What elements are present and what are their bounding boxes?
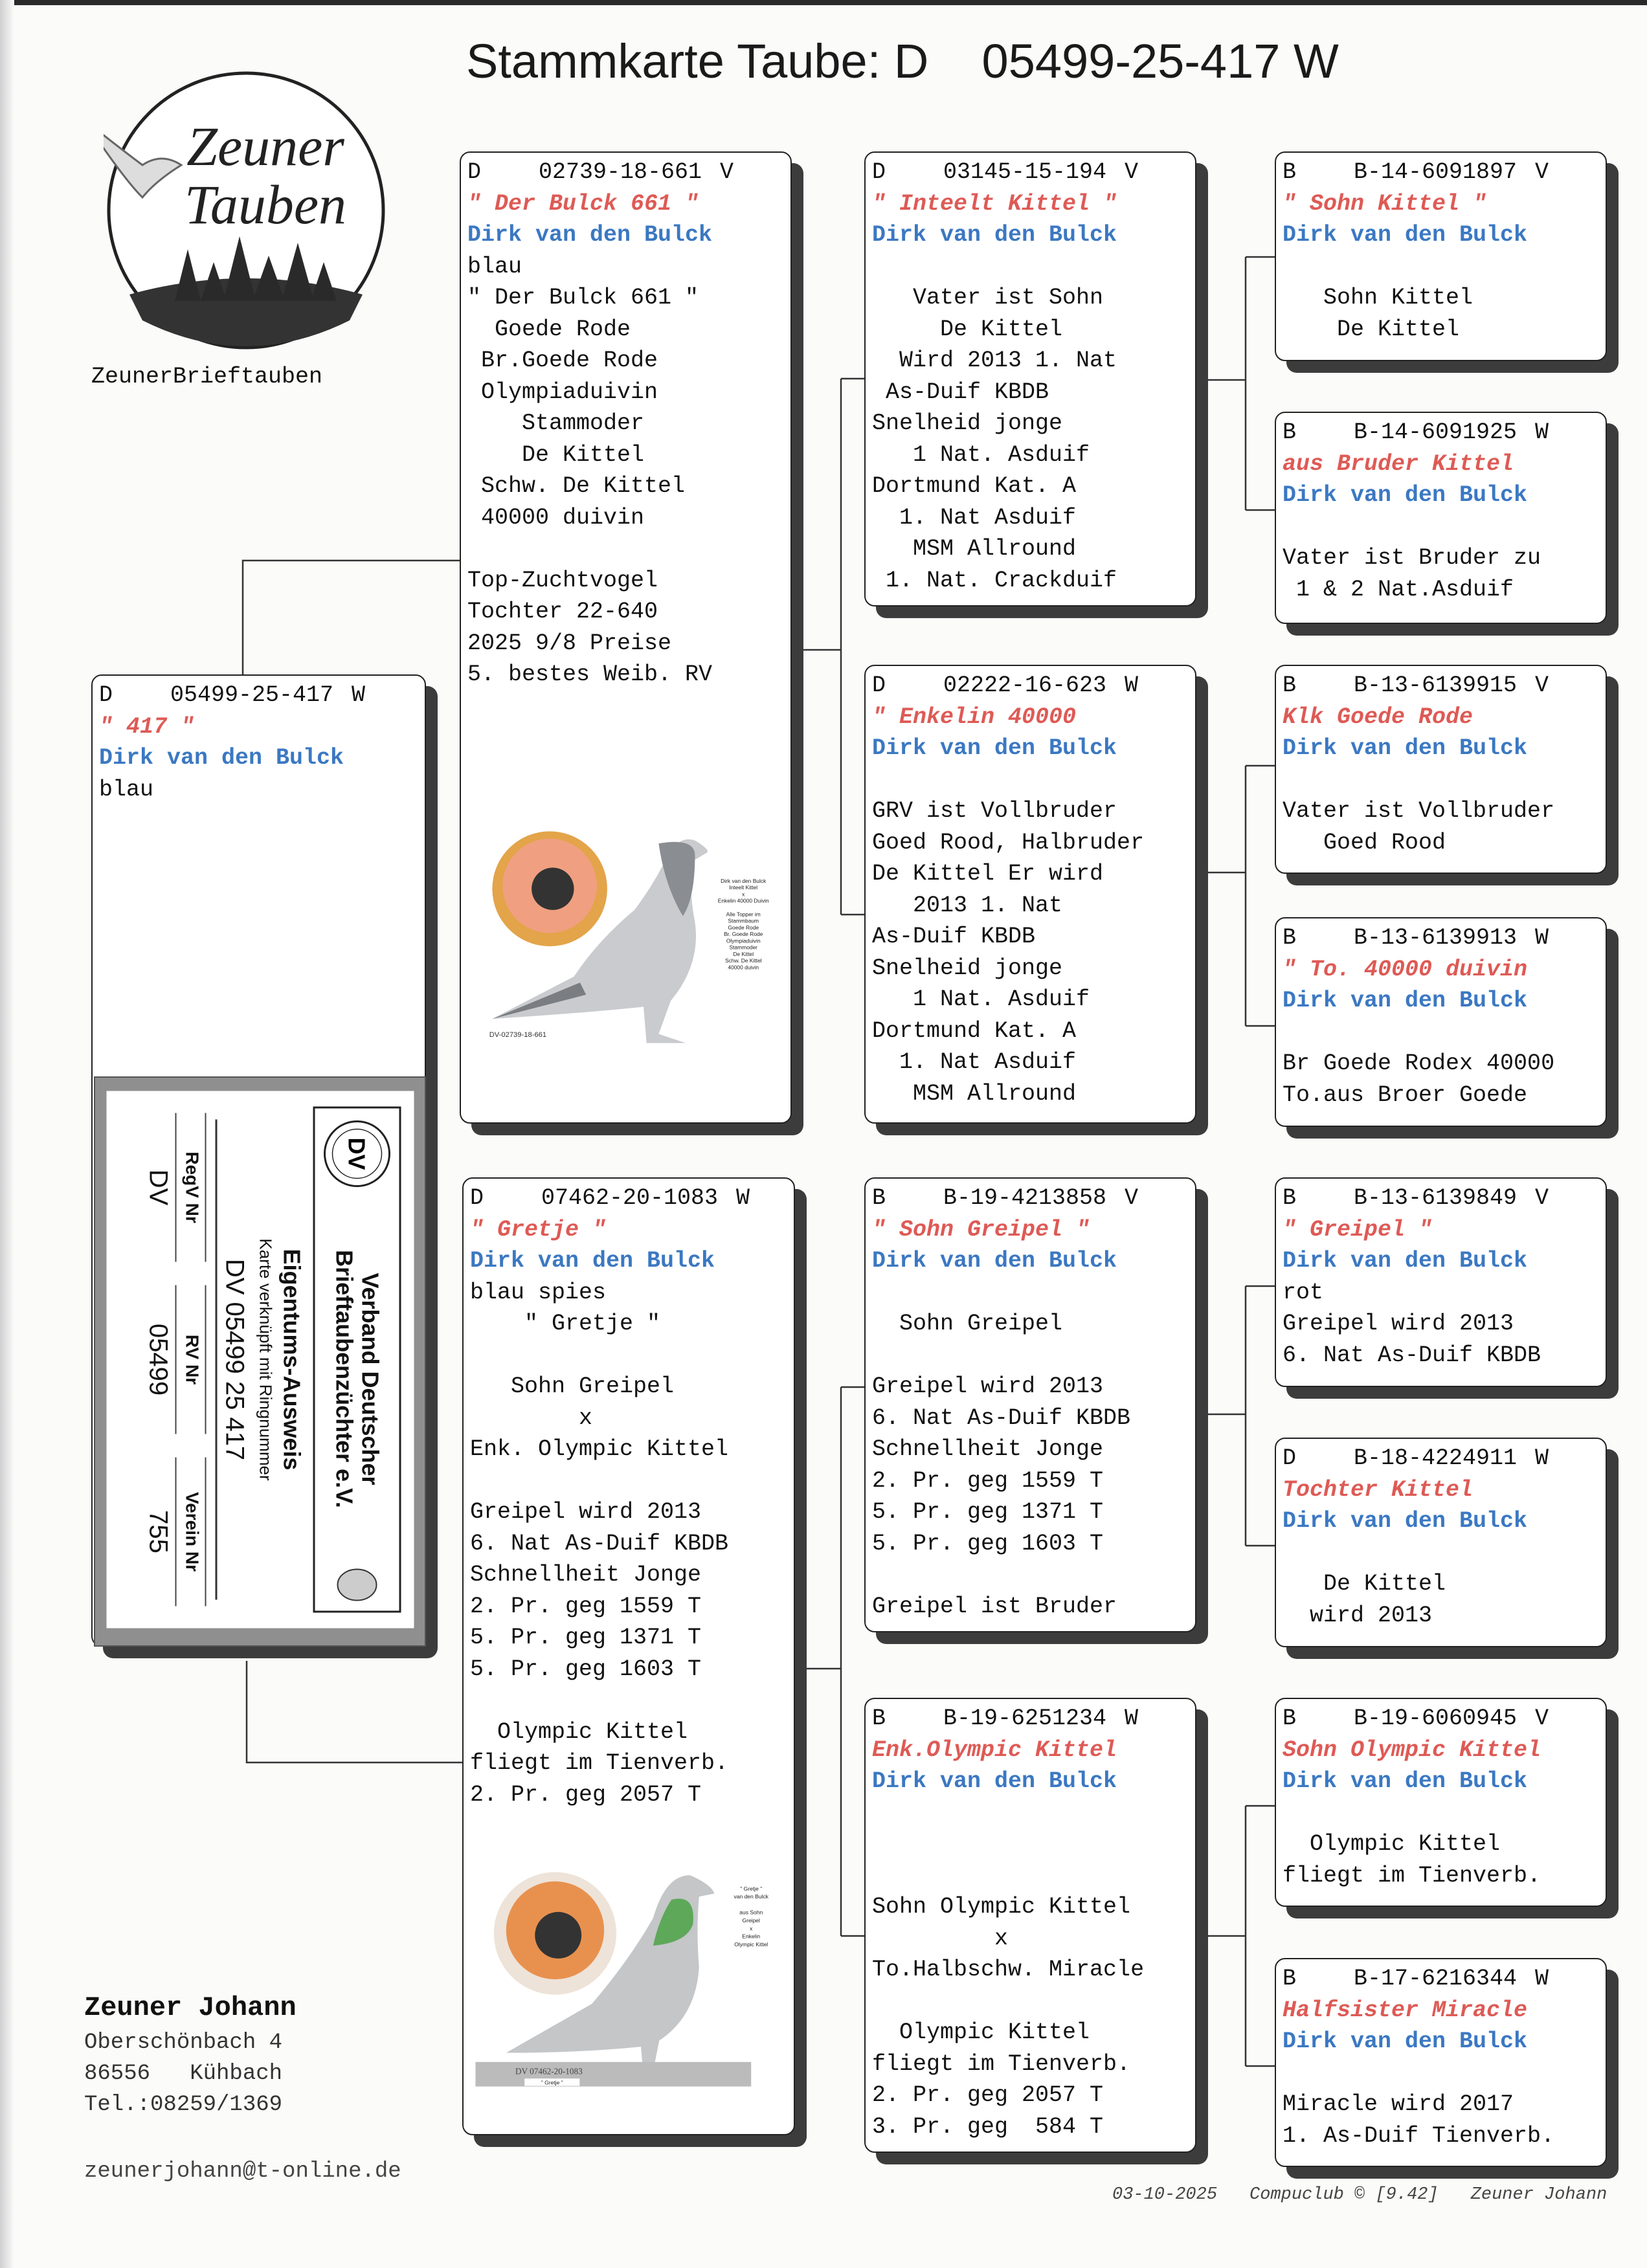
ownership-id-card — [107, 1091, 414, 1629]
id-org-line2: Brieftaubenzüchter e.V. — [331, 1250, 358, 1508]
great-grandparent-card — [1275, 1698, 1607, 1907]
info-line: To.Halbschw. Miracle — [872, 1957, 1145, 1983]
info-line: 2. Pr. geg 2057 T — [872, 2082, 1104, 2108]
ring-number: B-14-6091925 — [1354, 419, 1518, 445]
info-line: 1 & 2 Nat.Asduif — [1283, 576, 1514, 603]
photo-caption-line: Olympiaduivin — [726, 937, 761, 944]
card-header — [1283, 1703, 1599, 1735]
svg-text:DV: DV — [343, 1137, 370, 1170]
info-line: blau spies — [470, 1279, 607, 1306]
info-line — [872, 764, 1189, 796]
breeder-name: Dirk van den Bulck — [99, 745, 344, 771]
photo-caption-line: Greipel — [742, 1917, 760, 1924]
info-line — [872, 1797, 1189, 1829]
sex: V — [1535, 159, 1549, 185]
info-line: Br.Goede Rode — [467, 348, 658, 373]
breeder-name: Dirk van den Bulck — [1283, 735, 1528, 761]
sex: V — [1125, 159, 1139, 185]
sex: V — [1535, 673, 1549, 698]
info-line — [1283, 1017, 1599, 1049]
info-line: As-Duif KBDB — [872, 379, 1049, 405]
country-code: D — [470, 1185, 484, 1211]
card-header — [470, 1183, 787, 1214]
info-line: Top-Zuchtvogel — [467, 567, 658, 594]
id-card-subtitle: Karte verknüpft mit Ringnummer — [256, 1238, 276, 1481]
info-line: MSM Allround — [872, 1080, 1077, 1107]
country-code: D — [872, 673, 886, 698]
card-header — [872, 1703, 1189, 1735]
svg-text:Zeuner: Zeuner — [186, 115, 344, 177]
country-code: D — [467, 159, 482, 185]
info-line: Greipel wird 2013 — [872, 1373, 1104, 1399]
pigeon-name: " To. 40000 duivin — [1283, 956, 1528, 983]
photo-caption-line: Enkelin 40000 Duivin — [717, 897, 769, 904]
id-card-title: Eigentums-Ausweis — [278, 1249, 306, 1471]
pigeon-name: Sohn Olympic Kittel — [1283, 1737, 1541, 1763]
info-line: Dortmund Kat. A — [872, 1017, 1077, 1044]
info-line: 5. bestes Weib. RV — [467, 662, 713, 687]
info-line — [1283, 1537, 1599, 1569]
info-line: Dortmund Kat. A — [872, 473, 1077, 499]
photo-caption-line: De Kittel — [733, 950, 754, 957]
mother-photo — [469, 1856, 788, 2102]
breeder-name: Dirk van den Bulck — [1283, 1768, 1528, 1794]
photo-caption-line: x — [750, 1925, 753, 1932]
info-line: fliegt im Tienverb. — [872, 2051, 1131, 2077]
great-grandparent-card — [1275, 1438, 1607, 1647]
info-line: wird 2013 — [1283, 1602, 1433, 1629]
info-line: 1 Nat. Asduif — [872, 986, 1090, 1012]
info-line: Snelheid jonge — [872, 955, 1063, 981]
photo-caption-line: Inteelt Kittel — [729, 884, 758, 891]
grandparent-card — [864, 1698, 1196, 2153]
grandparent-card — [864, 1177, 1196, 1632]
great-grandparent-card — [1275, 412, 1607, 624]
info-line: 1. As-Duif Tienverb. — [1283, 2122, 1555, 2149]
footer-software: Compuclub © [9.42] — [1249, 2185, 1439, 2205]
owner-email: zeunerjohann@t-online.de — [84, 2159, 401, 2184]
ring-number: B-19-4213858 — [943, 1185, 1107, 1211]
info-line: Goed Rood, Halbruder — [872, 829, 1145, 856]
breeder-name: Dirk van den Bulck — [467, 222, 713, 248]
svg-text:DV-02739-18-661: DV-02739-18-661 — [489, 1031, 547, 1040]
info-line: x — [872, 1925, 1009, 1951]
grandparent-card — [864, 665, 1196, 1124]
info-line: Br Goede Rodex 40000 — [1283, 1051, 1555, 1076]
info-line — [872, 1986, 1189, 2018]
breeder-name: Dirk van den Bulck — [872, 1248, 1117, 1274]
pigeon-name: " Inteelt Kittel " — [872, 190, 1117, 217]
ring-number: B-14-6091897 — [1354, 159, 1518, 185]
info-line: 3. Pr. geg 584 T — [872, 2113, 1104, 2140]
info-line: GRV ist Vollbruder — [872, 798, 1117, 824]
photo-caption-line: Stammoder — [729, 944, 757, 951]
info-line: Greipel wird 2013 — [1283, 1311, 1514, 1337]
dv-seal-icon — [322, 1115, 393, 1193]
card-header — [99, 680, 418, 711]
country-code: B — [1283, 673, 1297, 698]
info-line: 5. Pr. geg 1371 T — [872, 1499, 1104, 1525]
sex: W — [1535, 419, 1549, 445]
sex: W — [1535, 925, 1549, 951]
card-header — [1283, 1183, 1599, 1214]
photo-caption-line: Br. Goede Rode — [724, 931, 763, 938]
ring-number: B-17-6216344 — [1354, 1966, 1518, 1992]
info-line — [1283, 511, 1599, 543]
breeder-name: Dirk van den Bulck — [1283, 482, 1528, 508]
photo-caption-line: Stammbaum — [728, 917, 759, 924]
sex: W — [1535, 1445, 1549, 1471]
id-field-regv: RegV Nr DV — [144, 1113, 207, 1262]
id-field-verein: Verein Nr 755 — [144, 1458, 207, 1606]
info-line: 2025 9/8 Preise — [467, 630, 672, 656]
country-code: B — [1283, 159, 1297, 185]
card-header — [1283, 670, 1599, 702]
info-line: Wird 2013 1. Nat — [872, 348, 1117, 373]
info-line: Olympic Kittel — [470, 1718, 688, 1745]
id-field-rv: RV Nr 05499 — [144, 1285, 207, 1434]
sex: W — [1125, 1706, 1139, 1731]
info-line: 1. Nat Asduif — [872, 1049, 1077, 1075]
breeder-name: Dirk van den Bulck — [1283, 222, 1528, 248]
owner-name: Zeuner Johann — [84, 1992, 297, 2023]
info-line: Miracle wird 2017 — [1283, 2091, 1514, 2117]
info-line — [470, 1340, 787, 1372]
info-line: 5. Pr. geg 1371 T — [470, 1625, 702, 1651]
pigeon-name: " Der Bulck 661 " — [467, 190, 699, 217]
info-line: Enk. Olympic Kittel — [470, 1436, 729, 1462]
info-line: Tochter 22-640 — [467, 599, 658, 625]
info-line: 2. Pr. geg 1559 T — [872, 1467, 1104, 1494]
info-line: 6. Nat As-Duif KBDB — [470, 1530, 729, 1557]
id-card-ring-number: DV 05499 25 417 — [216, 1120, 249, 1600]
info-line: " Gretje " — [470, 1311, 661, 1337]
owner-city: 86556 Kühbach — [84, 2062, 283, 2086]
svg-text:DV 07462-20-1083: DV 07462-20-1083 — [515, 2066, 583, 2076]
owner-address — [84, 1992, 297, 2120]
grandparent-card — [864, 151, 1196, 606]
photo-caption-line: Schw. De Kittel — [724, 957, 762, 964]
info-line: 2. Pr. geg 1559 T — [470, 1593, 702, 1619]
logo-caption: ZeunerBrieftauben — [91, 364, 323, 390]
footer-date: 03-10-2025 — [1112, 2185, 1218, 2205]
info-line: Schw. De Kittel — [467, 473, 686, 499]
photo-caption-line: " Gretje " — [740, 1885, 763, 1892]
sex: V — [1535, 1185, 1549, 1211]
ring-number: 05499-25-417 — [170, 682, 334, 708]
pigeon-name: Tochter Kittel — [1283, 1476, 1473, 1503]
card-header — [872, 1183, 1189, 1214]
pigeon-name: " Sohn Kittel " — [1283, 190, 1487, 217]
pigeon-name: Klk Goede Rode — [1283, 704, 1473, 730]
pigeon-name: " 417 " — [99, 713, 195, 740]
breeder-name: Dirk van den Bulck — [872, 1768, 1117, 1794]
photo-caption-line: van den Bulck — [734, 1893, 768, 1900]
info-line — [470, 1685, 787, 1717]
ring-number: 07462-20-1083 — [541, 1185, 719, 1211]
info-line: Sohn Greipel — [470, 1373, 675, 1399]
ring-number: B-19-6060945 — [1354, 1706, 1518, 1731]
sex: W — [352, 682, 366, 708]
ring-number: 02222-16-623 — [943, 673, 1107, 698]
emblem-icon — [335, 1566, 380, 1605]
id-card-header — [313, 1107, 401, 1613]
pigeon-name: " Enkelin 40000 — [872, 704, 1077, 730]
info-line: Schnellheit Jonge — [872, 1436, 1104, 1462]
ring-number: 02739-18-661 — [539, 159, 702, 185]
info-line: De Kittel — [1283, 1571, 1446, 1597]
father-photo — [477, 816, 792, 1076]
info-line: Greipel wird 2013 — [470, 1499, 702, 1525]
svg-text:Tauben: Tauben — [184, 173, 347, 236]
page-title: Stammkarte Taube: D 05499-25-417 W — [466, 34, 1339, 88]
info-line: x — [470, 1405, 593, 1431]
info-line — [872, 1340, 1189, 1372]
ring-number: B-13-6139913 — [1354, 925, 1518, 951]
country-code: B — [872, 1706, 886, 1731]
owner-phone: Tel.:08259/1369 — [84, 2093, 283, 2117]
info-line: blau — [99, 776, 154, 803]
card-header — [467, 157, 784, 188]
info-line: Olympic Kittel — [1283, 1831, 1501, 1857]
info-line: 1. Nat Asduif — [872, 504, 1077, 531]
info-line: De Kittel — [467, 441, 645, 468]
great-grandparent-card — [1275, 917, 1607, 1127]
info-line: Sohn Kittel — [1283, 285, 1473, 311]
info-line: Vater ist Vollbruder — [1283, 798, 1555, 824]
card-header — [1283, 922, 1599, 954]
info-line: 40000 duivin — [467, 504, 645, 531]
pigeon-name: Halfsister Miracle — [1283, 1997, 1528, 2023]
great-grandparent-card — [1275, 1177, 1607, 1387]
country-code: B — [1283, 1185, 1297, 1211]
info-line: Greipel ist Bruder — [872, 1593, 1117, 1619]
country-code: B — [1283, 1966, 1297, 1992]
info-line: 5. Pr. geg 1603 T — [470, 1656, 702, 1682]
info-line: To.aus Broer Goede — [1283, 1082, 1528, 1108]
photo-caption-line: Dirk van den Bulck — [721, 877, 767, 884]
great-grandparent-card — [1275, 151, 1607, 361]
svg-text:" Gretje ": " Gretje " — [541, 2079, 563, 2086]
sex: V — [1125, 1185, 1139, 1211]
info-line: 6. Nat As-Duif KBDB — [1283, 1342, 1541, 1368]
info-line: " Der Bulck 661 " — [467, 285, 699, 311]
breeder-name: Dirk van den Bulck — [470, 1248, 715, 1274]
info-line: As-Duif KBDB — [872, 924, 1036, 950]
pigeon-name: " Sohn Greipel " — [872, 1216, 1090, 1243]
card-header — [872, 157, 1189, 188]
info-line: De Kittel — [1283, 316, 1460, 342]
country-code: B — [872, 1185, 886, 1211]
photo-caption-line: Alle Topper im — [726, 911, 761, 918]
photo-caption-line: 40000 duivin — [728, 964, 759, 971]
great-grandparent-card — [1275, 1958, 1607, 2167]
country-code: B — [1283, 1706, 1297, 1731]
info-line: Goed Rood — [1283, 829, 1446, 856]
info-line: MSM Allround — [872, 536, 1077, 562]
breeder-name: Dirk van den Bulck — [872, 735, 1117, 761]
info-line — [872, 1277, 1189, 1309]
card-header — [1283, 1443, 1599, 1474]
sex: W — [1535, 1966, 1549, 1992]
info-line — [872, 1860, 1189, 1892]
owner-street: Oberschönbach 4 — [84, 2030, 283, 2055]
card-header — [1283, 417, 1599, 449]
info-line: 6. Nat As-Duif KBDB — [872, 1405, 1131, 1431]
info-line: 1. Nat. Crackduif — [872, 567, 1117, 594]
id-org-line1: Verband Deutscher — [357, 1273, 384, 1485]
breeder-name: Dirk van den Bulck — [1283, 1248, 1528, 1274]
info-line: fliegt im Tienverb. — [1283, 1862, 1541, 1889]
info-line: blau — [467, 253, 522, 280]
info-line: rot — [1283, 1279, 1324, 1306]
info-line: De Kittel — [872, 316, 1063, 342]
info-line — [1283, 764, 1599, 796]
sex: V — [1535, 1706, 1549, 1731]
info-line: Snelheid jonge — [872, 410, 1063, 436]
info-line: Vater ist Bruder zu — [1283, 545, 1541, 571]
info-line — [470, 1465, 787, 1497]
card-header — [872, 670, 1189, 702]
country-code: B — [1283, 419, 1297, 445]
sex: W — [736, 1185, 750, 1211]
info-line: fliegt im Tienverb. — [470, 1750, 729, 1776]
info-line: 5. Pr. geg 1603 T — [872, 1530, 1104, 1557]
photo-caption-line: aus Sohn — [739, 1909, 763, 1916]
ring-number: B-18-4224911 — [1354, 1445, 1518, 1471]
country-code: D — [872, 159, 886, 185]
country-code: D — [99, 682, 113, 708]
info-line: Olympiaduivin — [467, 379, 658, 405]
info-line: 1 Nat. Asduif — [872, 441, 1090, 468]
pigeon-name: " Gretje " — [470, 1216, 607, 1243]
card-header — [1283, 157, 1599, 188]
breeder-name: Dirk van den Bulck — [1283, 2029, 1528, 2054]
country-code: B — [1283, 925, 1297, 951]
photo-caption-line: x — [742, 891, 745, 898]
info-line — [1283, 2058, 1599, 2089]
info-line: 2. Pr. geg 2057 T — [470, 1781, 702, 1808]
pigeon-name: aus Bruder Kittel — [1283, 450, 1514, 477]
sex: V — [720, 159, 734, 185]
zeuner-tauben-logo — [104, 68, 388, 353]
info-line: De Kittel Er wird — [872, 861, 1104, 887]
card-header — [1283, 1963, 1599, 1995]
sex: W — [1125, 673, 1139, 698]
footer — [1112, 2185, 1607, 2205]
pigeon-name: Enk.Olympic Kittel — [872, 1737, 1117, 1763]
breeder-name: Dirk van den Bulck — [1283, 988, 1528, 1014]
photo-caption-line: Goede Rode — [728, 924, 759, 931]
ring-number: B-19-6251234 — [943, 1706, 1107, 1731]
info-line — [1283, 251, 1599, 283]
info-line: Olympic Kittel — [872, 2019, 1090, 2045]
info-line: Stammoder — [467, 410, 645, 436]
breeder-name: Dirk van den Bulck — [872, 222, 1117, 248]
info-line: Schnellheit Jonge — [470, 1562, 702, 1588]
info-line — [872, 251, 1189, 283]
info-line — [1283, 1797, 1599, 1829]
info-line: 2013 1. Nat — [872, 892, 1063, 918]
pigeon-name: " Greipel " — [1283, 1216, 1433, 1243]
breeder-name: Dirk van den Bulck — [1283, 1508, 1528, 1534]
ring-number: B-13-6139849 — [1354, 1185, 1518, 1211]
info-line: Vater ist Sohn — [872, 285, 1104, 311]
info-line: Sohn Olympic Kittel — [872, 1894, 1131, 1920]
footer-owner: Zeuner Johann — [1470, 2185, 1608, 2205]
info-line — [467, 533, 784, 565]
ring-number: B-13-6139915 — [1354, 673, 1518, 698]
info-line: Goede Rode — [467, 316, 631, 342]
country-code: D — [1283, 1445, 1297, 1471]
great-grandparent-card — [1275, 665, 1607, 874]
info-line — [872, 1559, 1189, 1591]
info-line: Sohn Greipel — [872, 1311, 1063, 1337]
ring-number: 03145-15-194 — [943, 159, 1107, 185]
photo-caption-line: Olympic Kittel — [734, 1940, 768, 1948]
info-line — [872, 1829, 1189, 1860]
photo-caption-line: Enkelin — [742, 1933, 761, 1940]
